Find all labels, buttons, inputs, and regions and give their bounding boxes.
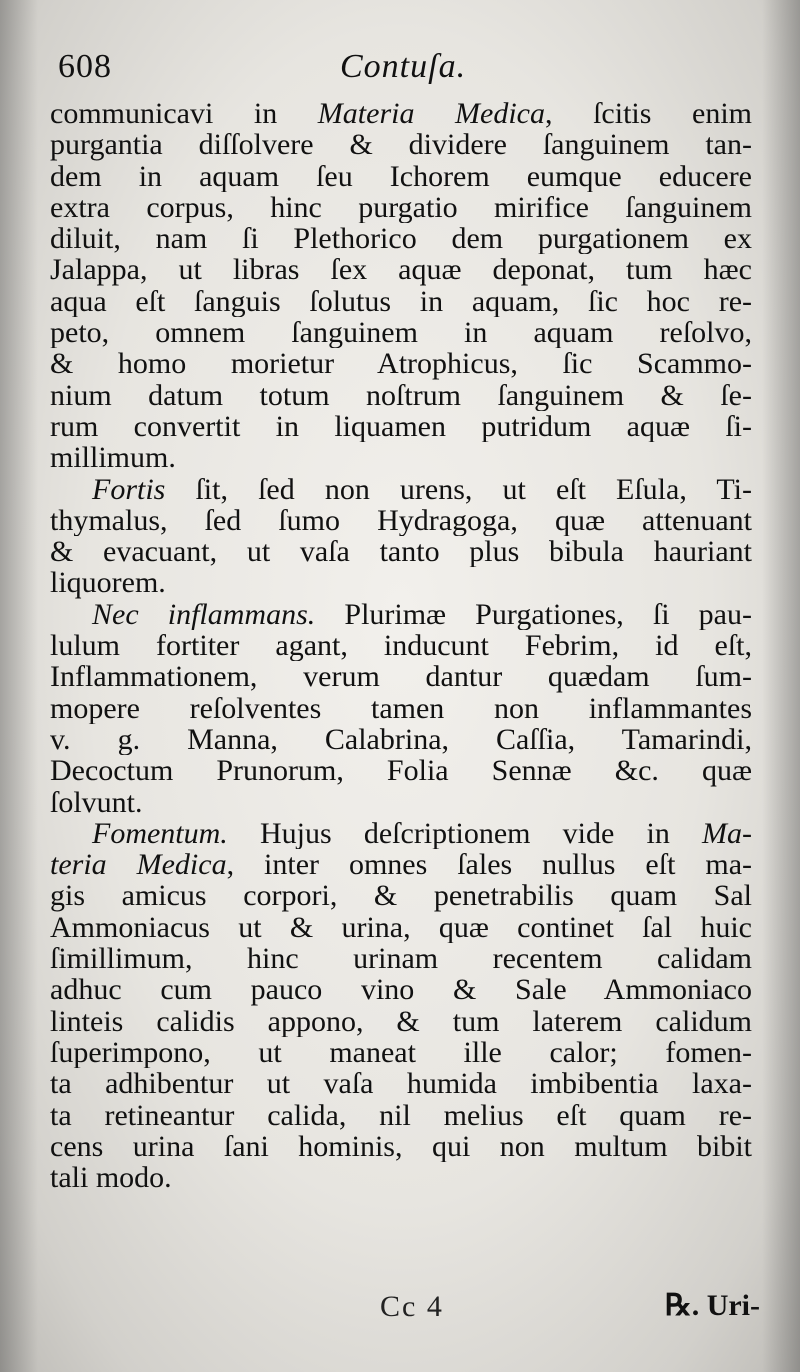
text-line: dem in aquam ſeu Ichorem eumque educere [50,160,752,192]
text-line: lulum fortiter agant, inducunt Febrim, id eſt, [50,630,752,662]
body-text [50,98,752,1193]
paragraph-fomentum: Fomentum. Hujus deſcriptionem vide in Ma- [92,817,752,850]
text-line: ſuperimpono, ut maneat ille calor; fomen- [50,1036,752,1069]
text-line: purgantia diſſolvere & dividere ſanguinem tan- [50,129,752,161]
text-line: millimum. [50,442,176,474]
text-line: v. g. Manna, Calabrina, Caſſia, Tamarindi, [50,723,752,756]
text-line: extra corpus, hinc purgatio mirifice ſanguinem [50,191,752,224]
text-line: ſolvunt. [50,786,143,818]
text-line: peto, omnem ſanguinem in aquam reſolvo, [50,317,752,349]
text-line: ta adhibentur ut vaſa humida imbibentia laxa- [50,1068,752,1100]
page-footer [50,1288,760,1324]
text-line: nium datum totum noſtrum ſanguinem & ſe- [50,379,752,411]
text-line: teria Medica, inter omnes ſales nullus eſt ma- [50,849,752,881]
text-line: Decoctum Prunorum, Folia Sennæ &c. quæ [50,755,752,787]
catchword: ℞. Uri- [664,1289,760,1322]
text-line: adhuc cum pauco vino & Sale Ammoniaco [50,974,752,1006]
signature-mark: Cc 4 [380,1290,444,1323]
left-edge-shadow [0,0,38,1372]
text-line: communicavi in Materia Medica, ſcitis enim [50,98,752,130]
lemma: Nec inflammans. [92,598,316,631]
paragraph-fortis: Fortis ſit, ſed non urens, ut eſt Eſula, Ti- [92,473,752,505]
lemma: Fortis [92,473,166,505]
text-line: aqua eſt ſanguis ſolutus in aquam, ſic hoc re- [50,285,752,318]
text-line: thymalus, ſed ſumo Hydragoga, quæ attenuant [50,504,752,537]
paragraph-nec-inflammans: Nec inflammans. Plurimæ Purgationes, ſi pau- [92,598,752,631]
right-edge-shadow [762,0,800,1372]
text-line: & evacuant, ut vaſa tanto plus bibula hauriant [50,536,752,568]
text-line: gis amicus corpori, & penetrabilis quam Sal [50,880,752,912]
text-line: Inflammationem, verum dantur quædam ſum- [50,661,752,693]
page-number: 608 [58,48,112,85]
text-line: rum convertit in liquamen putridum aquæ ſi- [50,410,752,443]
text-line: cens urina ſani hominis, qui non multum bibit [50,1130,752,1163]
text-line: Jalappa, ut libras ſex aquæ deponat, tum hæc [50,254,752,286]
text-line: diluit, nam ſi Plethorico dem purgationem ex [50,223,752,255]
text-line: & homo morietur Atrophicus, ſic Scammo- [50,348,752,380]
text-line: linteis calidis appono, & tum laterem calidum [50,1005,752,1037]
running-head: Contuſa. [340,48,467,85]
text-line: tali modo. [50,1162,172,1194]
page-header [58,48,750,96]
text-line: mopere reſolventes tamen non inflammantes [50,692,752,724]
lemma: Fomentum. [92,817,228,850]
text-line: liquorem. [50,567,166,599]
text-line: ta retineantur calida, nil melius eſt quam re- [50,1099,752,1131]
text-line: ſimillimum, hinc urinam recentem calidam [50,943,752,975]
text-line: Ammoniacus ut & urina, quæ continet ſal huic [50,911,752,944]
